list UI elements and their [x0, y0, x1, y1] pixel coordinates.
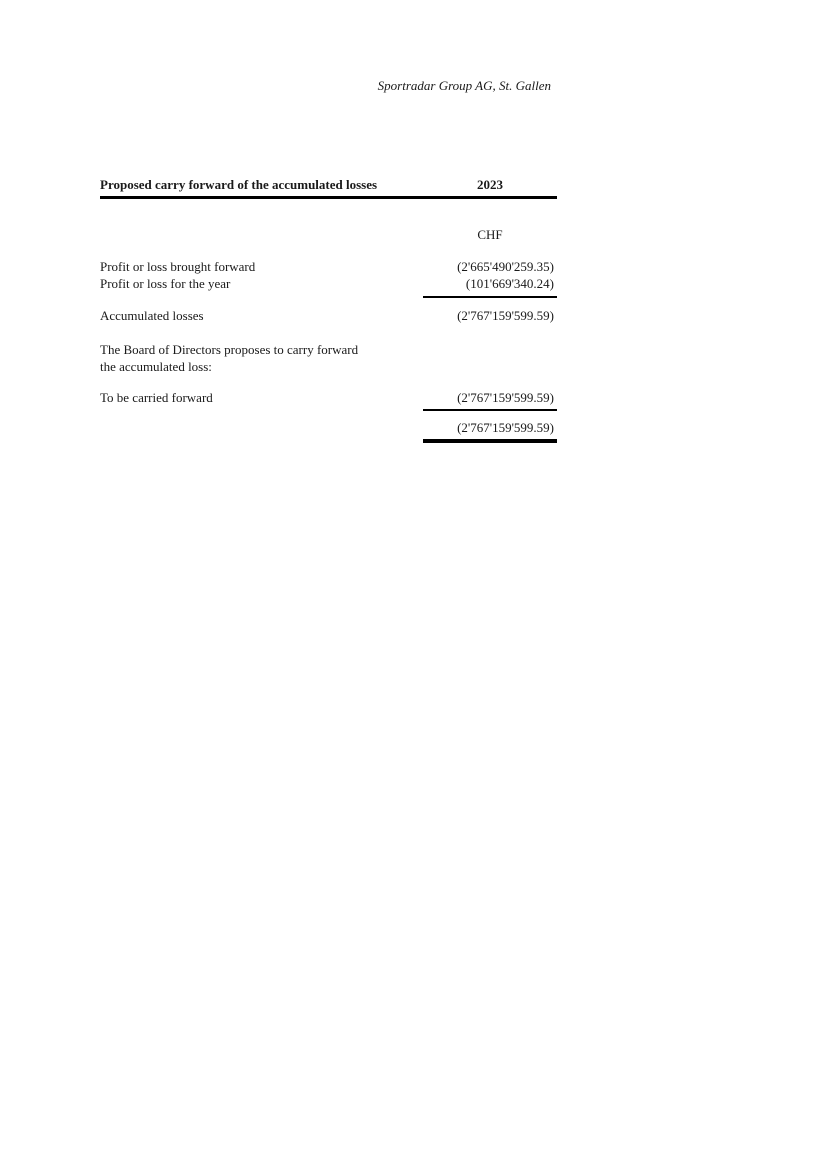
total-top-rule — [423, 409, 557, 411]
total-row-spacer — [100, 419, 423, 436]
total-value: (2'767'159'599.59) — [457, 420, 554, 435]
total-bottom-rule — [423, 439, 557, 443]
board-note-line2: the accumulated loss: — [100, 359, 212, 374]
header-rule — [100, 196, 557, 199]
row-value-profit-brought-forward: (2'665'490'259.35) — [457, 259, 554, 274]
carry-forward-table — [100, 176, 557, 443]
row-label-accumulated-losses: Accumulated losses — [100, 308, 204, 323]
row-label-profit-brought-forward: Profit or loss brought forward — [100, 259, 256, 274]
table-row — [100, 258, 557, 275]
table-row — [100, 389, 557, 406]
board-note-line1: The Board of Directors proposes to carry forward — [100, 342, 359, 357]
currency-row-spacer — [100, 226, 423, 243]
table-row — [100, 275, 557, 292]
row-value-accumulated-losses: (2'767'159'599.59) — [457, 308, 554, 323]
currency-label: CHF — [477, 227, 503, 242]
company-header: Sportradar Group AG, St. Gallen — [377, 78, 551, 93]
subtotal-rule — [423, 296, 557, 298]
row-label-profit-for-year: Profit or loss for the year — [100, 276, 231, 291]
row-value-profit-for-year: (101'669'340.24) — [465, 276, 554, 291]
table-title: Proposed carry forward of the accumulated losses — [100, 177, 378, 192]
table-header-row — [100, 176, 557, 193]
currency-row — [100, 226, 557, 243]
row-value-to-be-carried-forward: (2'767'159'599.59) — [457, 390, 554, 405]
year-column-header: 2023 — [477, 177, 503, 192]
board-note — [100, 341, 557, 375]
table-row — [100, 307, 557, 324]
row-label-to-be-carried-forward: To be carried forward — [100, 390, 213, 405]
total-row — [100, 419, 557, 436]
